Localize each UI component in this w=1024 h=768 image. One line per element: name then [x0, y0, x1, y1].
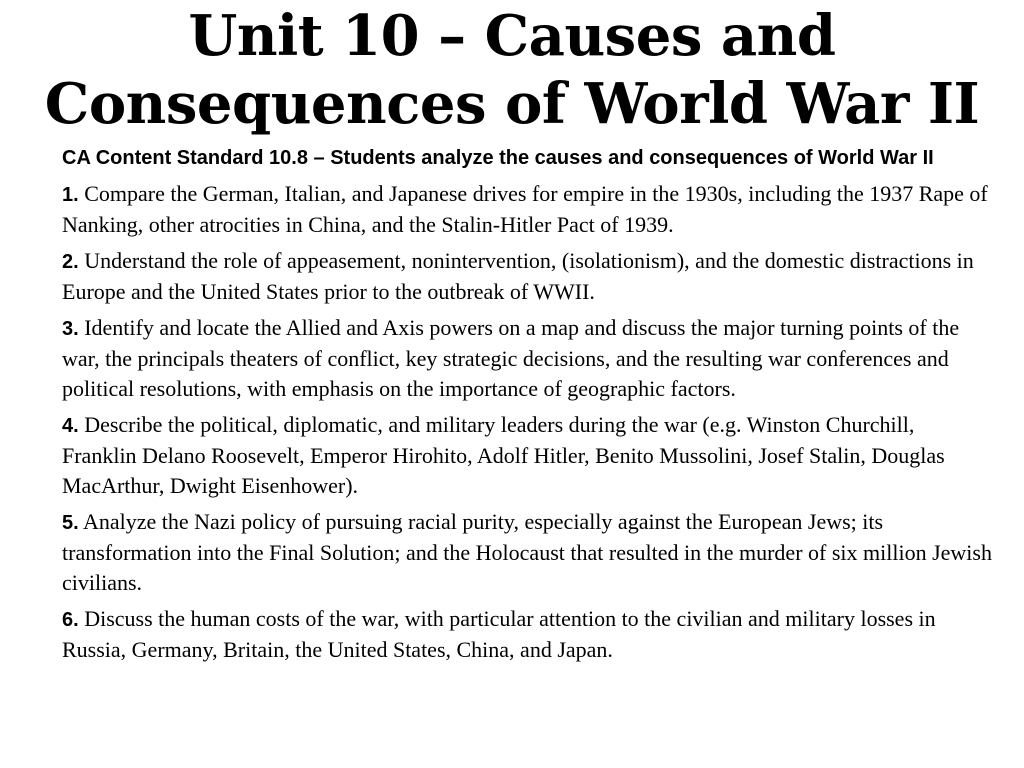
item-number: 2.	[62, 251, 79, 273]
item-text: Identify and locate the Allied and Axis powers on a map and discuss the major turning points of the war, the principals theaters of conflict, key strategic decisions, and the resulting war conferences and political resolutions, with emphasis on the importance of geographic factors.	[62, 315, 960, 401]
item-text: Discuss the human costs of the war, with particular attention to the civilian and military losses in Russia, Germany, Britain, the United States, China, and Japan.	[62, 606, 936, 662]
item-text: Describe the political, diplomatic, and military leaders during the war (e.g. Winston Churchill, Franklin Delano Roosevelt, Emperor Hirohito, Adolf Hitler, Benito Mussolini, Josef Stalin, Douglas MacArthur, Dwight Eisenhower).	[62, 412, 945, 498]
item-number: 6.	[62, 609, 79, 631]
item-number: 1.	[62, 184, 79, 206]
standard-item-5	[62, 507, 992, 598]
slide-title: Unit 10 – Causes and Consequences of World War II	[44, 3, 980, 137]
standard-item-4	[62, 410, 992, 501]
standard-item-1	[62, 179, 992, 240]
item-number: 4.	[62, 415, 79, 437]
standard-item-3	[62, 313, 992, 404]
item-number: 5.	[62, 512, 79, 534]
item-number: 3.	[62, 318, 79, 340]
item-text: Understand the role of appeasement, nonintervention, (isolationism), and the domestic distractions in Europe and the United States prior to the outbreak of WWII.	[62, 248, 974, 304]
standard-item-2	[62, 246, 992, 307]
item-text: Compare the German, Italian, and Japanese drives for empire in the 1930s, including the 1937 Rape of Nanking, other atrocities in China, and the Stalin-Hitler Pact of 1939.	[62, 181, 988, 237]
item-text: Analyze the Nazi policy of pursuing racial purity, especially against the European Jews; its transformation into the Final Solution; and the Holocaust that resulted in the murder of six million Jewish civilians.	[62, 509, 992, 595]
content-standard: CA Content Standard 10.8 – Students analyze the causes and consequences of World War II	[62, 147, 934, 169]
slide-body	[62, 143, 992, 671]
standard-item-6	[62, 604, 992, 665]
